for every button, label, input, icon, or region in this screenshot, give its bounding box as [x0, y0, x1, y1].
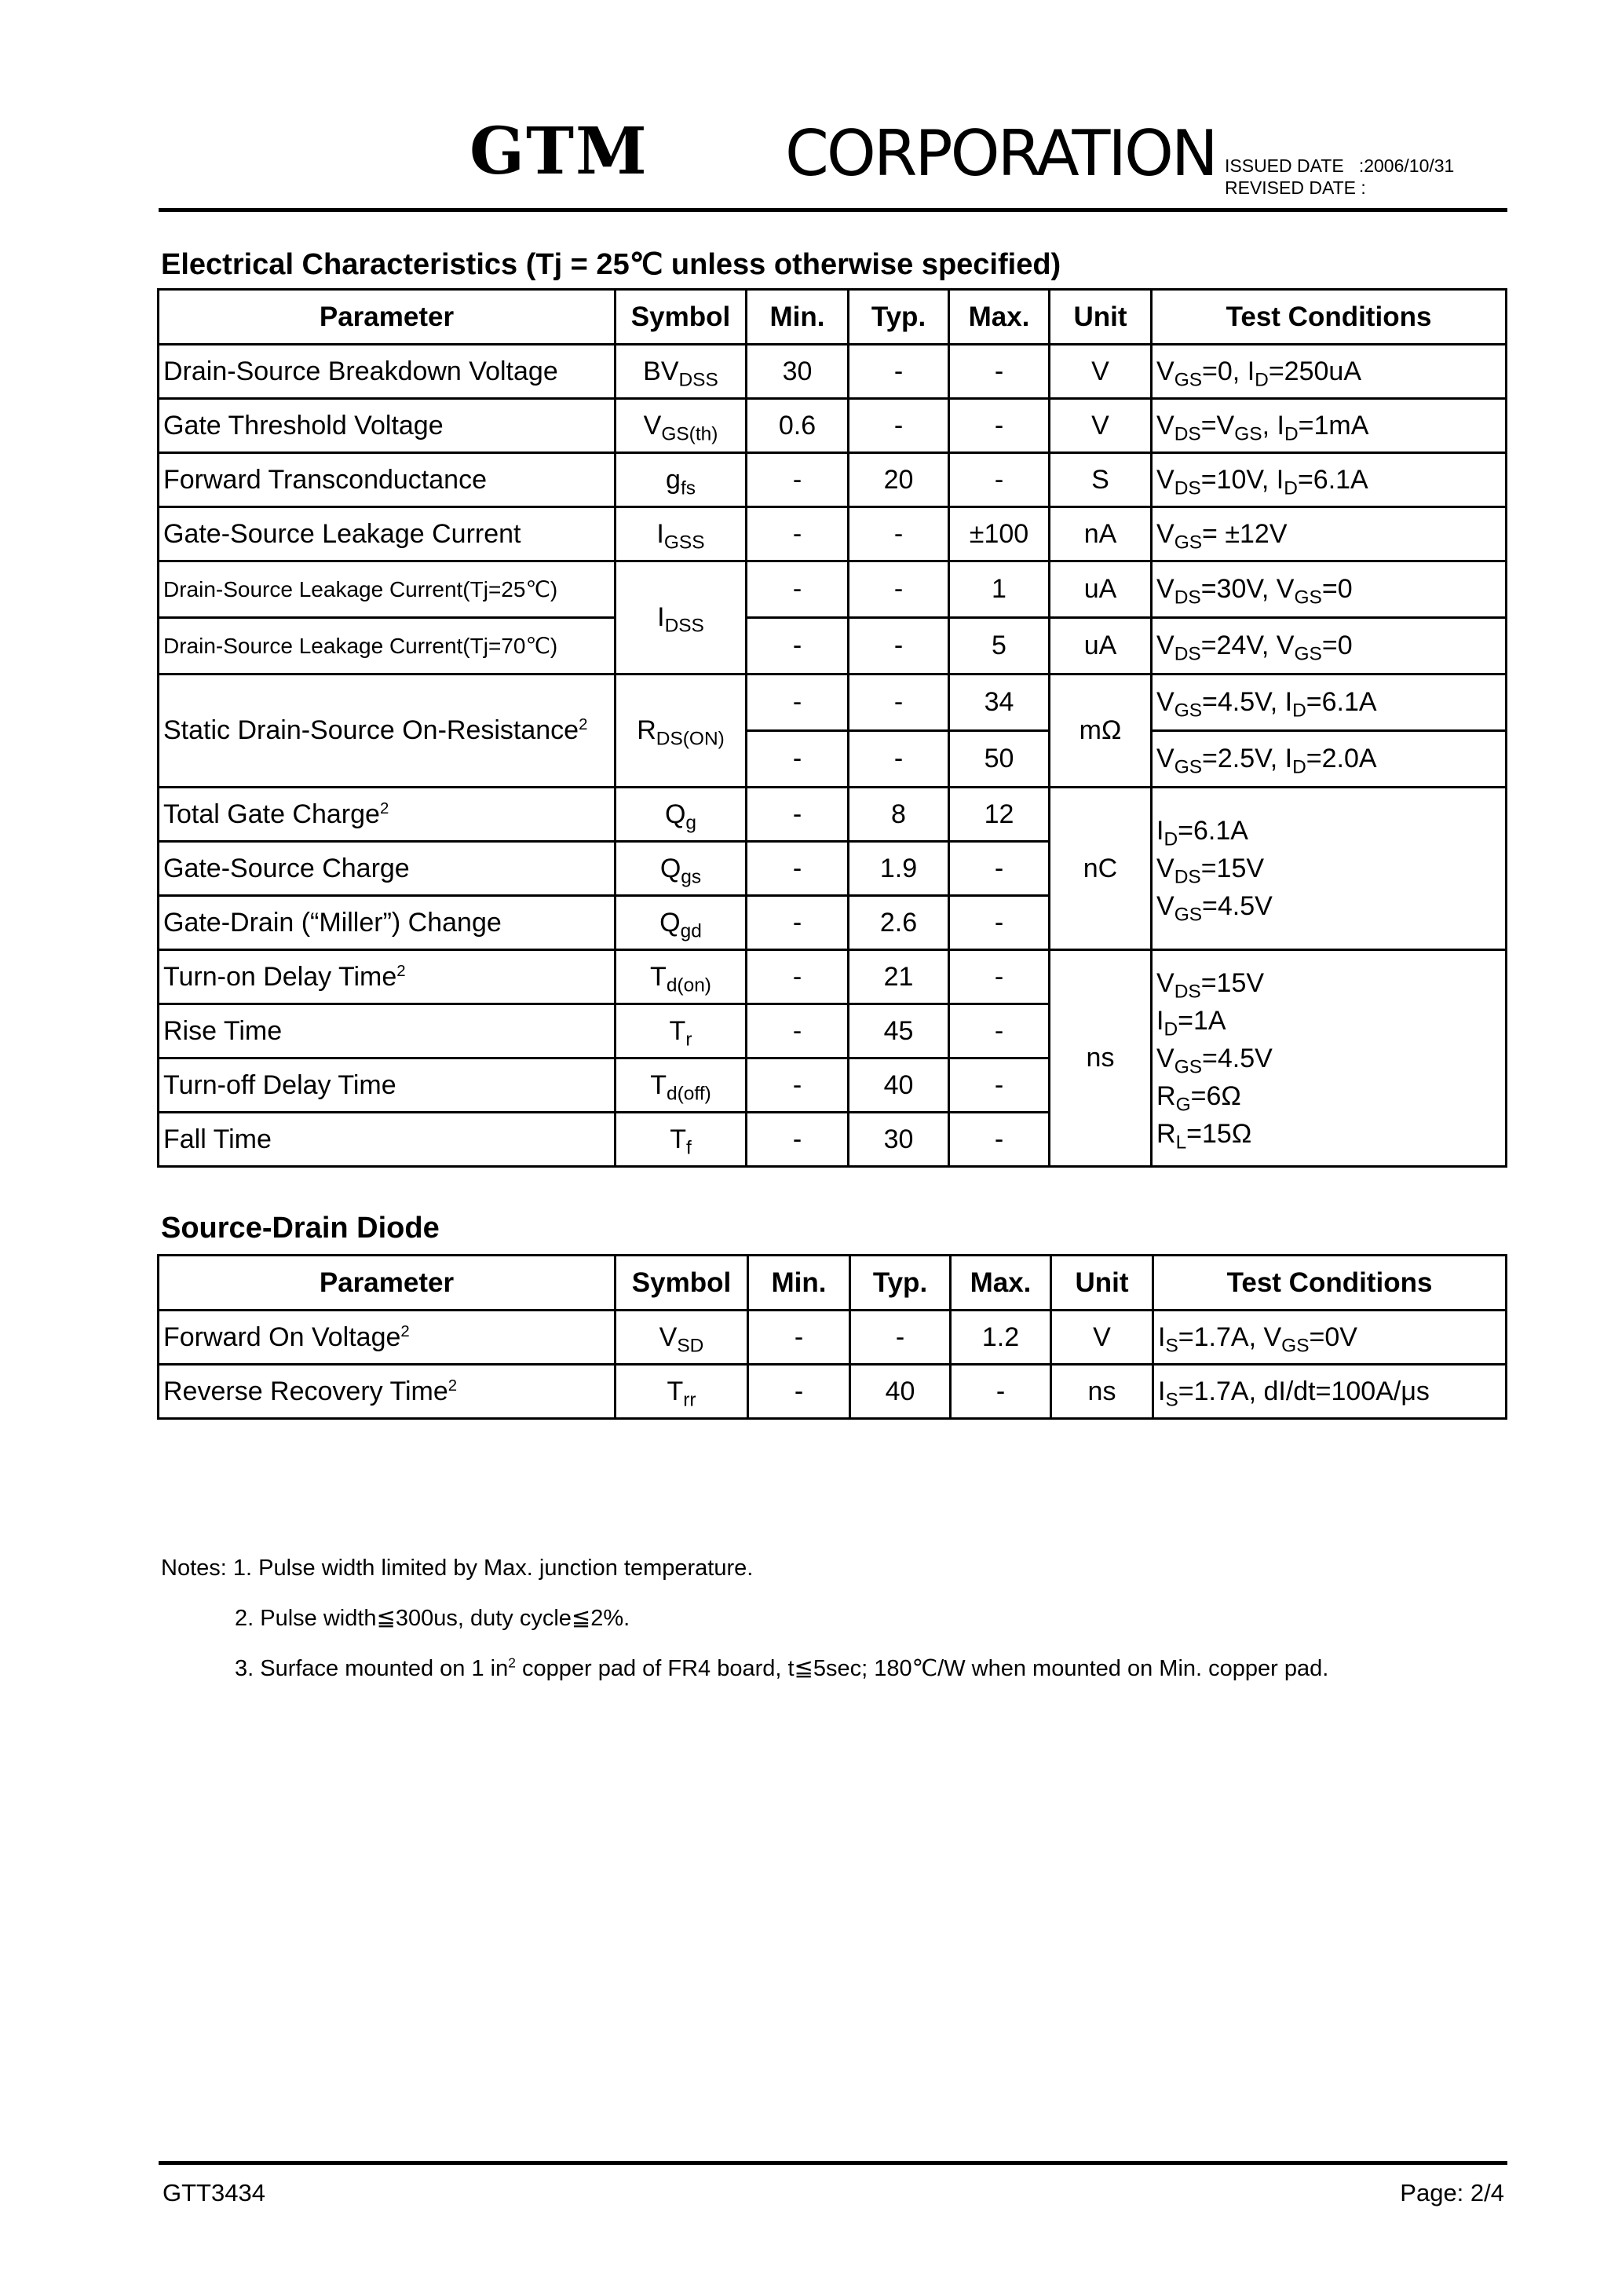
condition-cell: $I_S=1.7A$, $V_{GS}=0V$	[1153, 1311, 1507, 1365]
unit-cell: S	[1050, 453, 1152, 507]
symbol-cell: $R_{DS(ON)}$	[616, 675, 747, 788]
symbol-cell: $Q_g$	[616, 788, 747, 842]
param-cell: Rise Time	[159, 1004, 616, 1058]
min-cell: -	[747, 453, 849, 507]
typ-cell: -	[849, 561, 949, 618]
max-cell: 1	[949, 561, 1050, 618]
unit-cell: ns	[1051, 1365, 1153, 1419]
max-cell: -	[949, 842, 1050, 896]
table-row	[159, 618, 1507, 675]
unit-cell: nA	[1050, 507, 1152, 561]
min-cell: -	[747, 1058, 849, 1113]
max-cell: -	[949, 399, 1050, 453]
typ-cell: 2.6	[849, 896, 949, 950]
col-header: Unit	[1051, 1256, 1153, 1311]
max-cell: ±100	[949, 507, 1050, 561]
max-cell: -	[949, 896, 1050, 950]
condition-cell: $V_{DS}=30V$, $V_{GS}=0$	[1152, 561, 1507, 618]
typ-cell: 1.9	[849, 842, 949, 896]
company-name: CORPORATION	[785, 117, 1216, 190]
table-row	[159, 507, 1507, 561]
table-row	[159, 1311, 1507, 1365]
table-row	[159, 675, 1507, 731]
unit-cell: V	[1051, 1311, 1153, 1365]
note-1: Notes: 1. Pulse width limited by Max. junction temperature.	[161, 1556, 754, 1581]
col-header: Parameter	[159, 290, 616, 345]
notes-section	[161, 1543, 1328, 1694]
col-header: Symbol	[616, 1256, 748, 1311]
max-cell: 34	[949, 675, 1050, 731]
condition-cell: $I_S=1.7A$, dI/dt=100A/μs	[1153, 1365, 1507, 1419]
condition-cell: $V_{DS}=10V$, $I_D=6.1A$	[1152, 453, 1507, 507]
param-cell: Static Drain-Source On-Resistance$^2$	[159, 675, 616, 788]
col-header: Max.	[949, 290, 1050, 345]
typ-cell: -	[849, 618, 949, 675]
typ-cell: 8	[849, 788, 949, 842]
issued-date: ISSUED DATE :2006/10/31	[1225, 155, 1455, 176]
note-3: 3. Surface mounted on 1 $in^2$ copper pad of FR4 board, t≦5sec; 180℃/W when mounted on Min. copper pad.	[235, 1654, 1329, 1681]
typ-cell: -	[849, 399, 949, 453]
param-cell: Reverse Recovery Time$^2$	[159, 1365, 616, 1419]
table-row	[159, 453, 1507, 507]
symbol-cell: $Q_{gd}$	[616, 896, 747, 950]
max-cell: -	[951, 1365, 1051, 1419]
diode-title: Source-Drain Diode	[161, 1212, 440, 1245]
page-number: Page: 2/4	[1400, 2179, 1504, 2206]
max-cell: -	[949, 950, 1050, 1004]
symbol-cell: $BV_{DSS}$	[616, 345, 747, 399]
param-cell: Drain-Source Leakage Current(Tj=25℃)	[159, 561, 616, 618]
table-row	[159, 399, 1507, 453]
max-cell: -	[949, 1113, 1050, 1167]
table-row	[159, 950, 1507, 1004]
symbol-cell: $I_{GSS}$	[616, 507, 747, 561]
min-cell: -	[747, 788, 849, 842]
typ-cell: 30	[849, 1113, 949, 1167]
param-cell: Gate-Drain (“Miller”) Change	[159, 896, 616, 950]
condition-cell: $V_{DS}=24V$, $V_{GS}=0$	[1152, 618, 1507, 675]
table-header-row	[159, 290, 1507, 345]
condition-cell: $V_{DS}=15V$ $I_D=1A$ $V_{GS}=4.5V$ $R_G=6\Omega$ $R_L=15\Omega$	[1152, 950, 1507, 1167]
param-cell: Forward Transconductance	[159, 453, 616, 507]
col-header: Symbol	[616, 290, 747, 345]
min-cell: -	[747, 561, 849, 618]
param-cell: Gate Threshold Voltage	[159, 399, 616, 453]
unit-cell: uA	[1050, 618, 1152, 675]
param-cell: Drain-Source Breakdown Voltage	[159, 345, 616, 399]
param-cell: Fall Time	[159, 1113, 616, 1167]
col-header: Max.	[951, 1256, 1051, 1311]
table-row	[159, 561, 1507, 618]
min-cell: 0.6	[747, 399, 849, 453]
symbol-cell: $g_{fs}$	[616, 453, 747, 507]
unit-cell: uA	[1050, 561, 1152, 618]
max-cell: 1.2	[951, 1311, 1051, 1365]
unit-cell: ns	[1050, 950, 1152, 1167]
unit-cell: mΩ	[1050, 675, 1152, 788]
param-cell: Drain-Source Leakage Current(Tj=70℃)	[159, 618, 616, 675]
min-cell: -	[747, 675, 849, 731]
min-cell: -	[747, 618, 849, 675]
min-cell: -	[747, 1004, 849, 1058]
min-cell: 30	[747, 345, 849, 399]
condition-cell: $V_{GS}= \pm 12V$	[1152, 507, 1507, 561]
electrical-table	[157, 288, 1507, 1168]
min-cell: -	[748, 1365, 850, 1419]
param-cell: Gate-Source Charge	[159, 842, 616, 896]
max-cell: -	[949, 453, 1050, 507]
col-header: Test Conditions	[1153, 1256, 1507, 1311]
table-row	[159, 345, 1507, 399]
company-logo: GTM	[469, 114, 648, 189]
condition-cell: $V_{DS}=V_{GS}$, $I_D=1mA$	[1152, 399, 1507, 453]
symbol-cell: $Q_{gs}$	[616, 842, 747, 896]
issue-info	[1225, 155, 1454, 199]
symbol-cell: $T_f$	[616, 1113, 747, 1167]
col-header: Typ.	[850, 1256, 951, 1311]
col-header: Unit	[1050, 290, 1152, 345]
typ-cell: -	[849, 507, 949, 561]
typ-cell: -	[849, 345, 949, 399]
col-header: Parameter	[159, 1256, 616, 1311]
typ-cell: -	[849, 731, 949, 788]
typ-cell: 40	[849, 1058, 949, 1113]
symbol-cell: $V_{SD}$	[616, 1311, 748, 1365]
symbol-cell: $T_{d(off)}$	[616, 1058, 747, 1113]
symbol-cell: $T_{d(on)}$	[616, 950, 747, 1004]
col-header: Min.	[747, 290, 849, 345]
param-cell: Gate-Source Leakage Current	[159, 507, 616, 561]
typ-cell: 45	[849, 1004, 949, 1058]
footer-rule	[159, 2161, 1507, 2165]
param-cell: Forward On Voltage$^2$	[159, 1311, 616, 1365]
table-header-row	[159, 1256, 1507, 1311]
header-rule	[159, 208, 1507, 212]
max-cell: -	[949, 1058, 1050, 1113]
typ-cell: 40	[850, 1365, 951, 1419]
min-cell: -	[747, 731, 849, 788]
electrical-title: Electrical Characteristics (Tj = 25℃ unless otherwise specified)	[161, 248, 1061, 281]
col-header: Typ.	[849, 290, 949, 345]
condition-cell: $V_{GS}=0$, $I_D=250uA$	[1152, 345, 1507, 399]
diode-table	[157, 1254, 1507, 1420]
unit-cell: nC	[1050, 788, 1152, 950]
param-cell: Turn-on Delay Time$^2$	[159, 950, 616, 1004]
symbol-cell: $V_{GS(th)}$	[616, 399, 747, 453]
condition-cell: $I_D=6.1A$ $V_{DS}=15V$ $V_{GS}=4.5V$	[1152, 788, 1507, 950]
param-cell: Turn-off Delay Time	[159, 1058, 616, 1113]
col-header: Test Conditions	[1152, 290, 1507, 345]
min-cell: -	[748, 1311, 850, 1365]
typ-cell: -	[850, 1311, 951, 1365]
symbol-cell: $I_{DSS}$	[616, 561, 747, 675]
max-cell: 12	[949, 788, 1050, 842]
symbol-cell: $T_r$	[616, 1004, 747, 1058]
min-cell: -	[747, 507, 849, 561]
table-row	[159, 1365, 1507, 1419]
param-cell: Total Gate Charge$^2$	[159, 788, 616, 842]
table-row	[159, 788, 1507, 842]
typ-cell: 20	[849, 453, 949, 507]
typ-cell: 21	[849, 950, 949, 1004]
min-cell: -	[747, 842, 849, 896]
max-cell: -	[949, 345, 1050, 399]
symbol-cell: $T_{rr}$	[616, 1365, 748, 1419]
col-header: Min.	[748, 1256, 850, 1311]
unit-cell: V	[1050, 399, 1152, 453]
min-cell: -	[747, 950, 849, 1004]
condition-cell: $V_{GS}=2.5V$, $I_D=2.0A$	[1152, 731, 1507, 788]
revised-date: REVISED DATE :	[1225, 177, 1366, 198]
unit-cell: V	[1050, 345, 1152, 399]
max-cell: 50	[949, 731, 1050, 788]
min-cell: -	[747, 896, 849, 950]
max-cell: 5	[949, 618, 1050, 675]
part-number: GTT3434	[163, 2179, 265, 2206]
note-2: 2. Pulse width≦300us, duty cycle≦2%.	[235, 1606, 630, 1631]
condition-cell: $V_{GS}=4.5V$, $I_D=6.1A$	[1152, 675, 1507, 731]
max-cell: -	[949, 1004, 1050, 1058]
min-cell: -	[747, 1113, 849, 1167]
typ-cell: -	[849, 675, 949, 731]
